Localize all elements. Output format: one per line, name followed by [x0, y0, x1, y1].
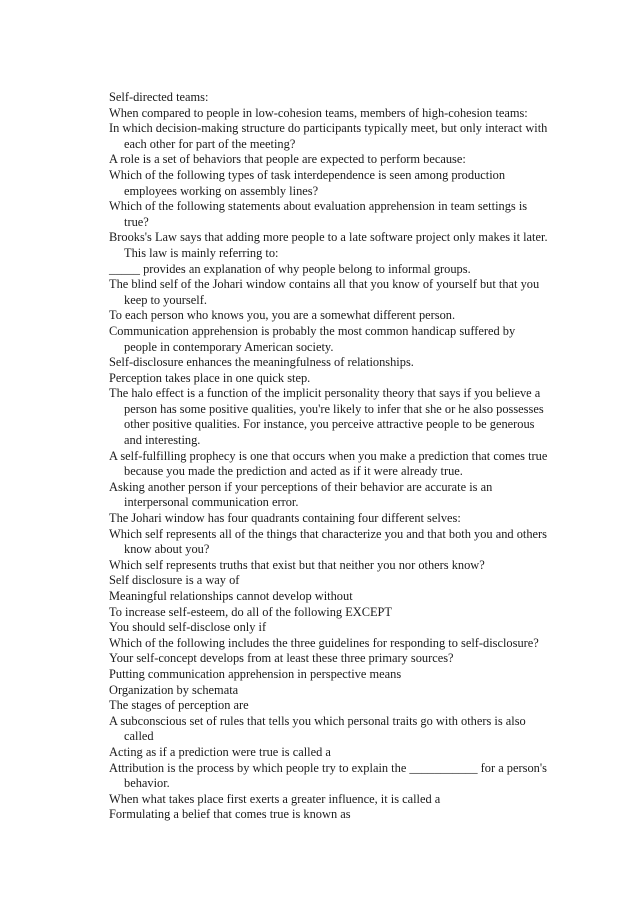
question-line: Self-disclosure enhances the meaningfulness of relationships.: [109, 355, 414, 370]
question-line: Organization by schemata: [109, 682, 239, 697]
question-line: You should self-disclose only if: [109, 620, 267, 635]
question-line: In which decision-making structure do participants typically meet, but only interact with each other for part of the meeting?: [109, 121, 548, 151]
question-line: To increase self-esteem, do all of the following EXCEPT: [109, 604, 393, 619]
question-line: Acting as if a prediction were true is called a: [109, 744, 331, 759]
question-line: When compared to people in low-cohesion teams, members of high-cohesion teams:: [109, 105, 528, 120]
question-line: Communication apprehension is probably the most common handicap suffered by people in contemporary American society.: [109, 323, 516, 354]
question-line: Which self represents all of the things that characterize you and that both you and others know about you?: [109, 526, 547, 557]
question-line: The blind self of the Johari window contains all that you know of yourself but that you keep to yourself.: [109, 277, 540, 307]
question-line: The halo effect is a function of the implicit personality theory that says if you believe a person has some positive qualities, you're likely to infer that she or he also possesses other positive qualities. For instance, you perceive attractive people to be generous and interesting.: [109, 386, 544, 448]
question-line: Brooks's Law says that adding more people to a late software project only makes it later. This law is mainly referring to:: [109, 230, 548, 260]
question-line: Self disclosure is a way of: [109, 573, 240, 588]
question-line: When what takes place first exerts a greater influence, it is called a: [109, 791, 441, 806]
question-line: To each person who knows you, you are a somewhat different person.: [109, 308, 456, 323]
question-line: Which self represents truths that exist but that neither you nor others know?: [109, 557, 485, 572]
question-line: The stages of perception are: [109, 698, 249, 713]
document-page: [109, 90, 549, 823]
question-line: Attribution is the process by which people try to explain the ___________ for a person's behavior.: [109, 760, 547, 791]
question-line: A role is a set of behaviors that people are expected to perform because:: [109, 152, 466, 167]
question-line: Formulating a belief that comes true is known as: [109, 807, 351, 822]
question-line: A subconscious set of rules that tells you which personal traits go with others is also called: [109, 713, 526, 744]
question-line: Perception takes place in one quick step.: [109, 370, 311, 385]
question-line: A self-fulfilling prophecy is one that occurs when you make a prediction that comes true because you made the prediction and acted as if it were already true.: [109, 448, 548, 479]
question-line: Self-directed teams:: [109, 90, 209, 104]
question-line: Meaningful relationships cannot develop without: [109, 589, 353, 603]
question-line: Which of the following includes the three guidelines for responding to self-disclosure?: [109, 635, 539, 650]
question-line: Putting communication apprehension in perspective means: [109, 666, 402, 681]
question-line: Which of the following types of task interdependence is seen among production employees working on assembly lines?: [109, 167, 506, 198]
question-line: Your self-concept develops from at least these three primary sources?: [109, 651, 454, 666]
question-line: Asking another person if your perceptions of their behavior are accurate is an interpersonal communication error.: [109, 479, 493, 510]
question-line: Which of the following statements about evaluation apprehension in team settings is true?: [109, 199, 528, 229]
question-line: _____ provides an explanation of why people belong to informal groups.: [109, 261, 471, 276]
question-line: The Johari window has four quadrants containing four different selves:: [109, 511, 461, 526]
